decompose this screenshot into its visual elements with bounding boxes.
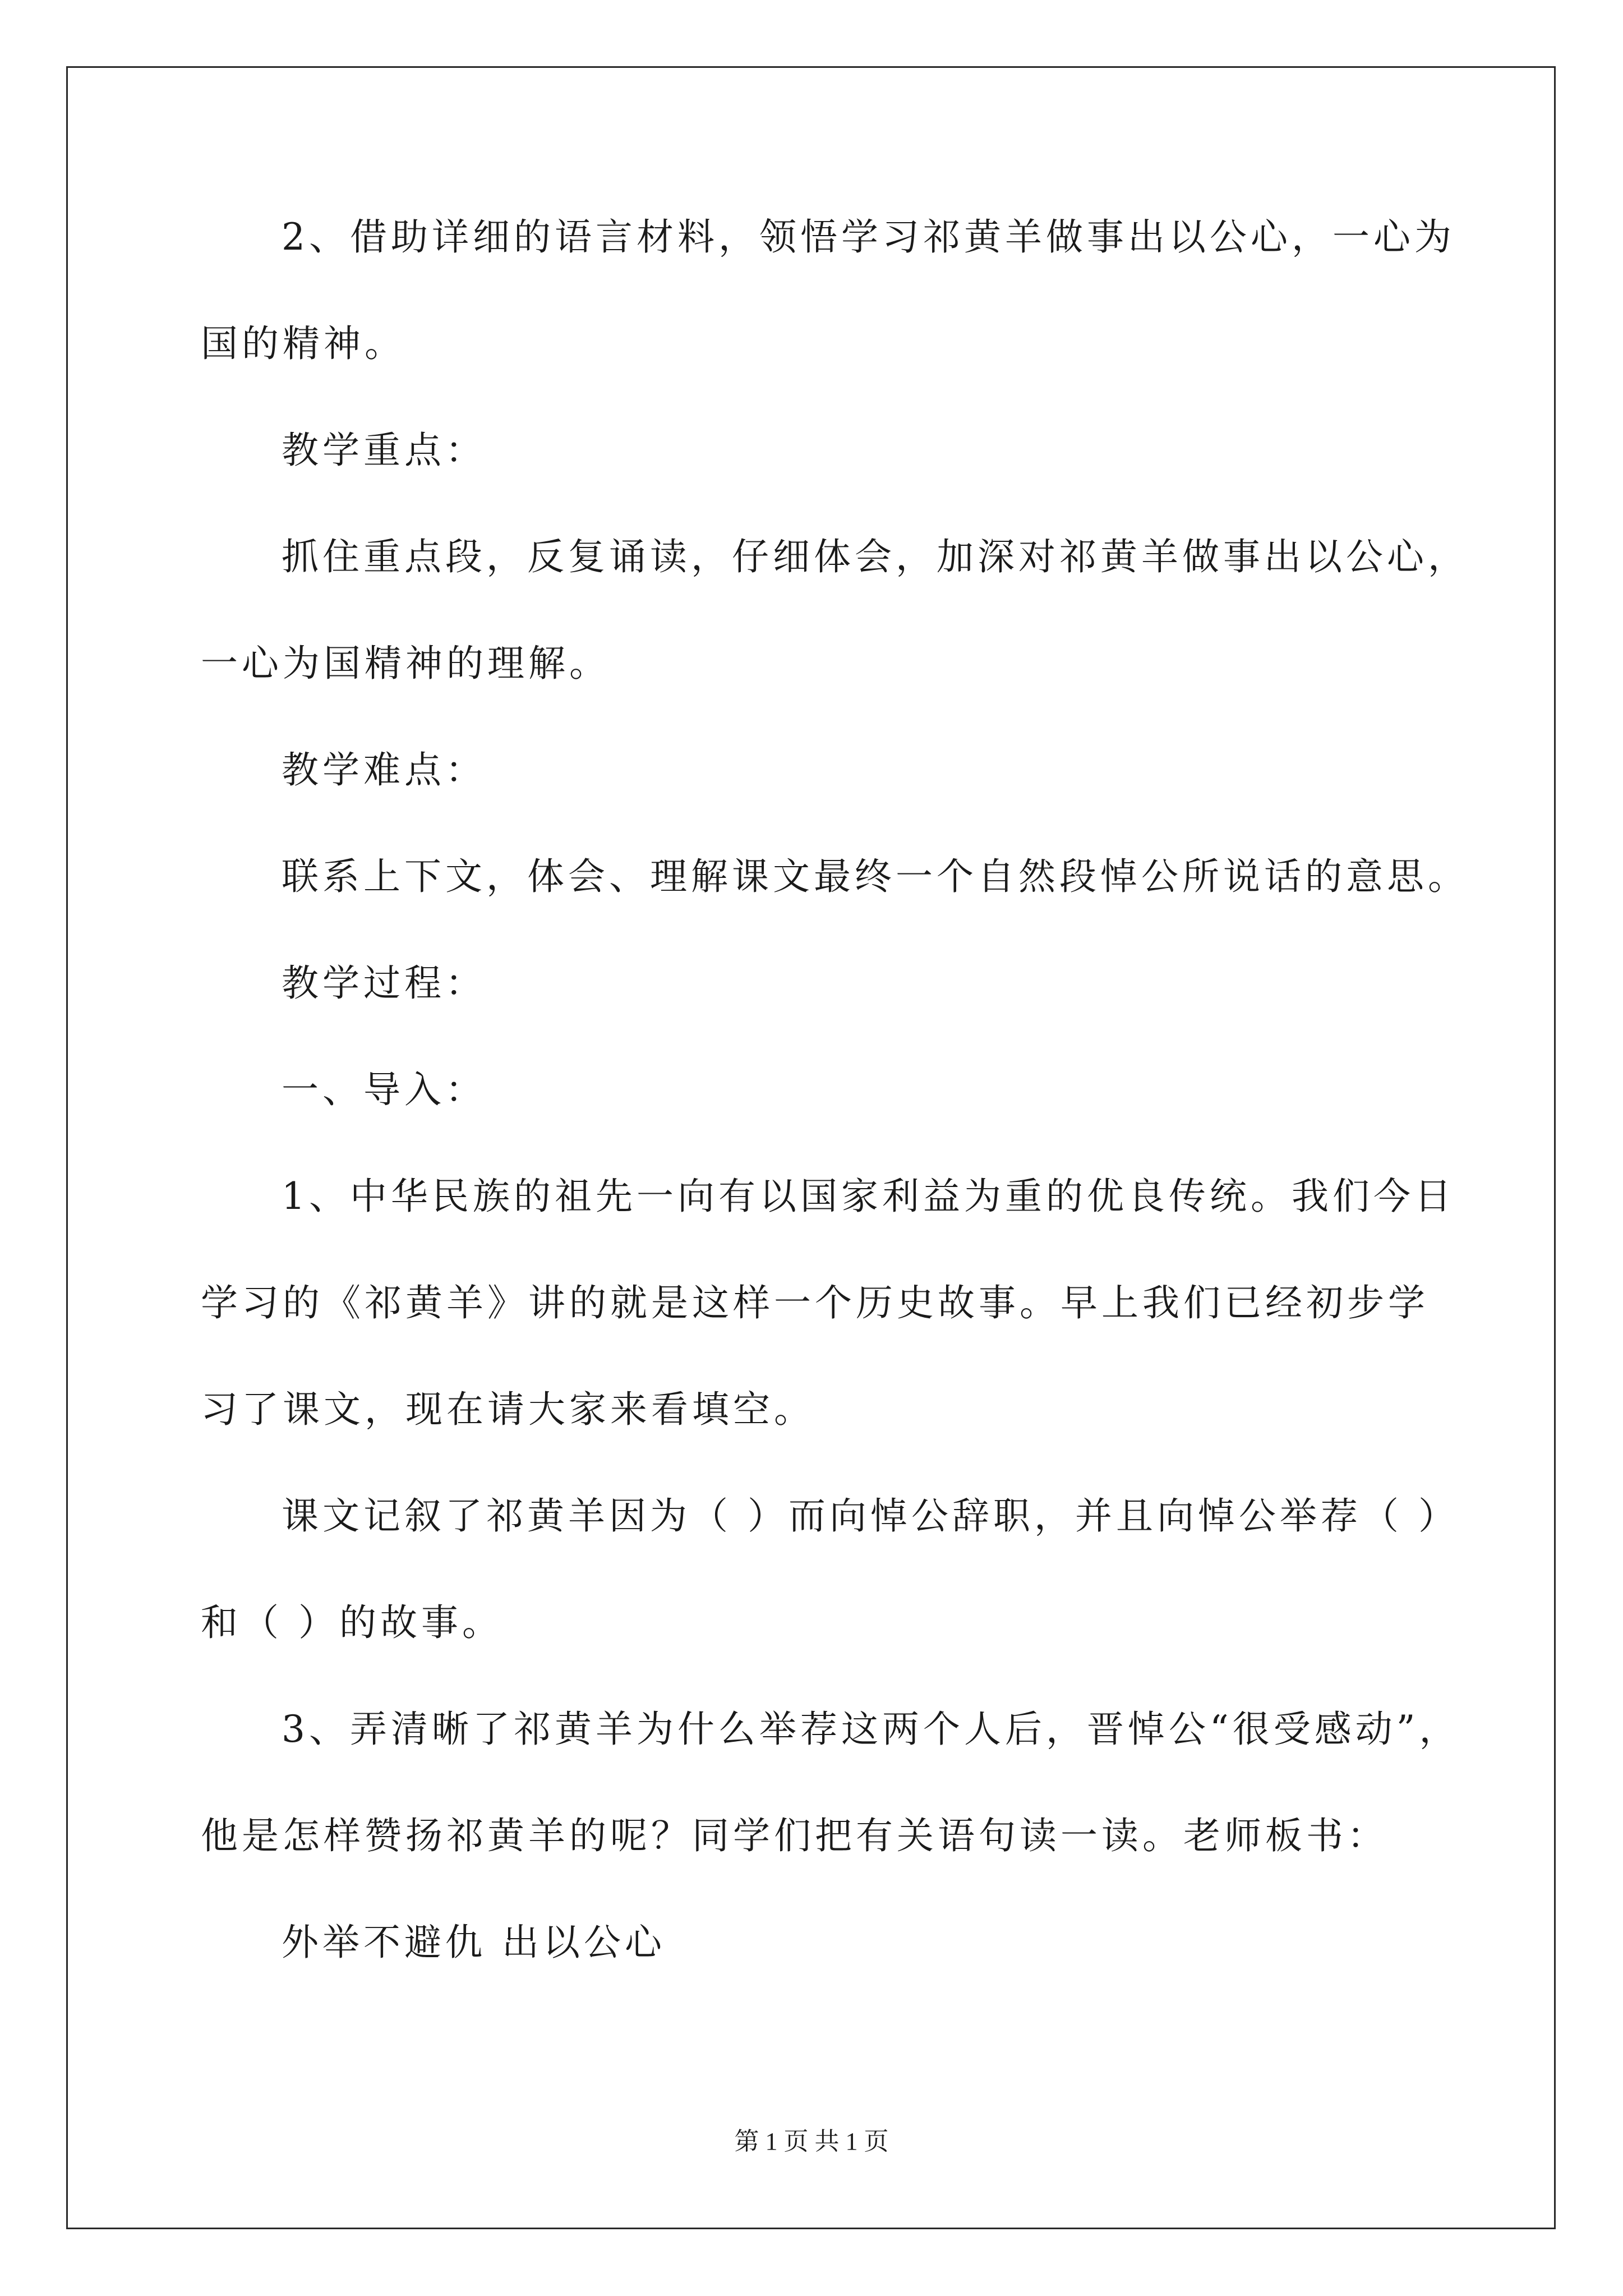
paragraph-goal-2-line-1: 2、借助详细的语言材料，领悟学习祁黄羊做事出以公心，一心为 bbox=[282, 215, 1455, 259]
blackboard-text: 外举不避仇 出以公心 bbox=[282, 1921, 666, 1964]
paragraph-intro-3-line-2: 他是怎样赞扬祁黄羊的呢？同学们把有关语句读一读。老师板书： bbox=[201, 1814, 1388, 1857]
paragraph-fill-blank-line-2: 和（ ）的故事。 bbox=[201, 1601, 503, 1644]
paragraph-goal-2-line-2: 国的精神。 bbox=[201, 322, 405, 365]
page-border bbox=[66, 66, 1556, 2229]
paragraph-intro-3-line-1: 3、弄清晰了祁黄羊为什么举荐这两个人后，晋悼公“很受感动”， bbox=[282, 1708, 1460, 1751]
heading-process: 教学过程： bbox=[282, 961, 486, 1005]
paragraph-key-points-line-2: 一心为国精神的理解。 bbox=[201, 642, 610, 685]
paragraph-intro-1-line-2: 学习的《祁黄羊》讲的就是这样一个历史故事。早上我们已经初步学 bbox=[201, 1281, 1429, 1324]
paragraph-key-points-line-1: 抓住重点段，反复诵读，仔细体会，加深对祁黄羊做事出以公心， bbox=[282, 535, 1469, 578]
heading-introduction: 一、导入： bbox=[282, 1068, 486, 1111]
heading-difficulties: 教学难点： bbox=[282, 748, 486, 792]
paragraph-difficulties: 联系上下文，体会、理解课文最终一个自然段悼公所说话的意思。 bbox=[282, 855, 1469, 898]
paragraph-intro-1-line-3: 习了课文，现在请大家来看填空。 bbox=[201, 1388, 815, 1431]
paragraph-intro-1-line-1: 1、中华民族的祖先一向有以国家利益为重的优良传统。我们今日 bbox=[282, 1175, 1455, 1218]
heading-key-points: 教学重点： bbox=[282, 429, 486, 472]
page-footer: 第 1 页 共 1 页 bbox=[734, 2128, 889, 2155]
paragraph-fill-blank-line-1: 课文记叙了祁黄羊因为（ ）而向悼公辞职，并且向悼公举荐（ ） bbox=[282, 1494, 1459, 1538]
